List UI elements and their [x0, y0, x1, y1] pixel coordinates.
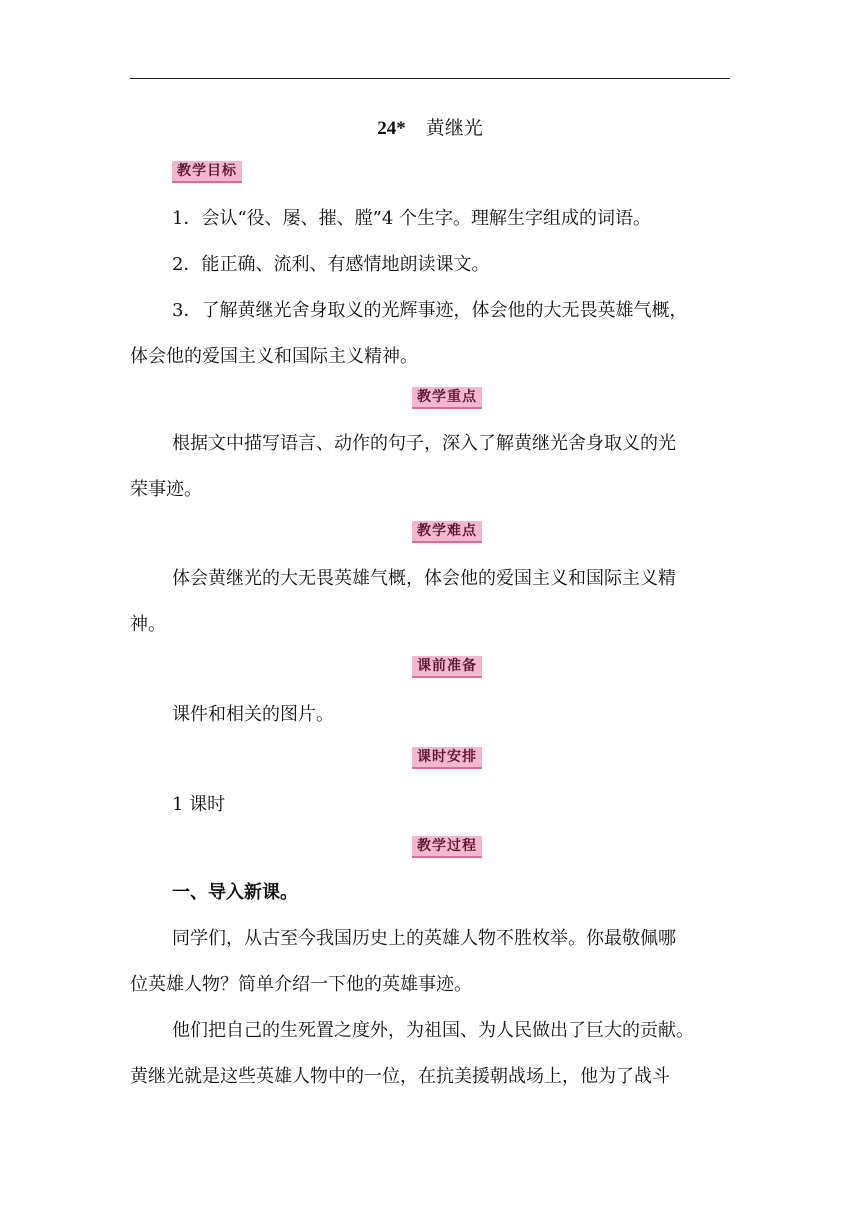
difficulty-line: 神。 — [130, 614, 166, 635]
paragraph-line: 位英雄人物？简单介绍一下他的英雄事迹。 — [130, 974, 472, 995]
key-point-line: 根据文中描写语言、动作的句子，深入了解黄继光舍身取义的光 — [172, 433, 676, 454]
goal-line: 2．能正确、流利、有感情地朗读课文。 — [172, 254, 490, 275]
header-rule — [130, 78, 730, 79]
lesson-title — [130, 114, 730, 143]
goal-line: 3．了解黄继光舍身取义的光辉事迹，体会他的大无畏英雄气概， — [172, 300, 688, 321]
goal-line: 体会他的爱国主义和国际主义精神。 — [130, 346, 418, 367]
preparation-text: 课件和相关的图片。 — [172, 704, 334, 725]
section-tag-difficulties: 教学难点 — [412, 521, 482, 543]
section-tag-goals: 教学目标 — [172, 161, 242, 183]
section-tag-process: 教学过程 — [412, 836, 482, 858]
paragraph-line: 黄继光就是这些英雄人物中的一位，在抗美援朝战场上，他为了战斗 — [130, 1066, 670, 1087]
section-tag-key-points: 教学重点 — [412, 387, 482, 409]
paragraph-line: 他们把自己的生死置之度外，为祖国、为人民做出了巨大的贡献。 — [172, 1020, 694, 1041]
lesson-name: 黄继光 — [425, 117, 483, 139]
section-tag-preparation: 课前准备 — [412, 656, 482, 678]
schedule-text: 1 课时 — [172, 794, 226, 815]
difficulty-line: 体会黄继光的大无畏英雄气概，体会他的爱国主义和国际主义精 — [172, 568, 676, 589]
lesson-number: 24* — [377, 118, 406, 139]
paragraph-line: 同学们，从古至今我国历史上的英雄人物不胜枚举。你最敬佩哪 — [172, 928, 676, 949]
key-point-line: 荣事迹。 — [130, 479, 202, 500]
step-heading: 一、导入新课。 — [172, 882, 298, 903]
goal-line: 1．会认“役、屡、摧、膛”4 个生字。理解生字组成的词语。 — [172, 208, 652, 229]
section-tag-schedule: 课时安排 — [412, 747, 482, 769]
